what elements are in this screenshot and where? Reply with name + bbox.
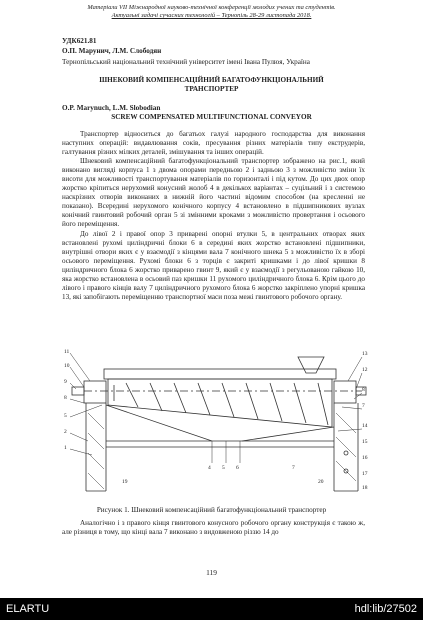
figure-label: 12 (362, 367, 368, 373)
figure-caption: Рисунок 1. Шнековий компенсаційний багатофункціональний транспортер (96, 506, 327, 514)
running-header (0, 4, 423, 20)
conical-trough (108, 379, 332, 427)
figure-label: 14 (362, 423, 368, 429)
body-text (62, 130, 365, 302)
figure-label: 6 (236, 465, 239, 471)
figure-label: 11 (64, 349, 70, 355)
body-text-continued (62, 519, 365, 537)
figure-label: 18 (362, 485, 368, 491)
figure-label: 13 (362, 351, 368, 357)
figure-label: 4 (208, 465, 211, 471)
figure-label: 17 (362, 471, 368, 477)
udc-code: УДК621.81 (62, 37, 97, 45)
figure-label: 20 (318, 479, 324, 485)
paragraph: Шнековий компенсаційний багатофункціональний транспортер зображено на рис.1, який виконано вигляді корпуса 1 з двома опорами передньою 2 і задньою 3 з можливістю зміни їх висоти для можливості транспортування матеріалів по горизонталі і під кутом. До цих двох опор жорстко кріпиться нерухомий конусний жолоб 4 в декількох варіантах – суцільний і з системою наскрізних отворів виконаних в нижній його частині відомим способом (на кресленні не показано). Всередині нерухомого конічного корпусу 4 встановлено в підшипникових вузлах конічний гвинтовий робочий орган 5 зі змінними кроками з можливістю провертання і осьового його переміщення. (62, 157, 365, 229)
figure-label: 9 (64, 379, 67, 385)
authors-en: O.P. Marynuch, L.M. Slobodian (62, 104, 161, 112)
paragraph: До лівої 2 і правої опор 3 приварені опорні втулки 5, в центральних отворах яких встановлені рухомі циліндричні блоки 6 в середині яких жорстко встановлені підшипники, внутрішні отвори яких є у взаємодії з кінцями вала 7 конічного шнека 5 з можливістю їх в зборі осьового переміщення. Рухомі блоки 6 з торців є закриті кришками і до лівої кришки 8 циліндричного блока 6 жорстко приварено гвинт 9, який є у взаємодії з регульованою гайкою 10, яка жорстко встановлена в осьовий паз кришки 11 рухомого циліндричного блока 6. Крім цього до лівого і правого кінців валу 7 циліндричного рухомого блока 6 жорстко закріплено упорні кришка 13, які запобігають переміщенню транспортної маси поза межі гвинтового робочого органу. (62, 229, 365, 301)
figure-label: 16 (362, 455, 368, 461)
header-line-1: Матеріали VII Міжнародної науково-технічної конференції молодих учених та студентів. (87, 4, 336, 11)
title-ua-line-2: ТРАНСПОРТЕР (184, 85, 239, 93)
page-number: 119 (206, 568, 217, 577)
paragraph: Транспортер відноситься до багатьох галузі народного господарства для виконання наступних операцій: видавлювання соків, пресування різних матеріалів типу екструдерів, галтування різних мілких деталей, змішування та інших операцій. (62, 130, 365, 157)
figure-label: 8 (64, 395, 67, 401)
hopper (298, 357, 324, 373)
figure-label: 8 (362, 387, 365, 393)
affiliation: Тернопільський національний технічний університет імені Івана Пулюя, Україна (62, 58, 310, 66)
figure-label: 2 (64, 429, 67, 435)
conveyor-drawing (62, 343, 370, 495)
authors-ua: О.П. Марунич, Л.М. Слободян (62, 47, 162, 55)
figure-label: 10 (64, 363, 70, 369)
figure-label: 5 (222, 465, 225, 471)
figure-label: 7 (362, 403, 365, 409)
figure-label: 19 (122, 479, 128, 485)
figure-label: 15 (362, 439, 368, 445)
base-rail (106, 441, 334, 447)
figure-label: 1 (64, 445, 67, 451)
title-en: SCREW COMPENSATED MULTIFUNCTIONAL CONVEYOR (111, 113, 312, 121)
handle-id: hdl:lib/27502 (354, 603, 417, 615)
figure-label: 5 (64, 413, 67, 419)
figure-label: 7 (292, 465, 295, 471)
paragraph: Аналогічно і з правого кінця гвинтового конусного робочого органу конструкція є такою ж, але різниця в тому, що кінці вала 7 виконано з видовженою різзю 14 до (62, 519, 365, 537)
title-ua-line-1: ШНЕКОВИЙ КОМПЕНСАЦІЙНИЙ БАГАТОФУНКЦІОНАЛЬНИЙ (99, 76, 324, 84)
repository-name: ELARTU (6, 603, 50, 615)
repository-footer (0, 598, 423, 620)
header-line-2: Актуальні задачі сучасних технологій – Тернопіль 28-29 листопада 2018. (111, 12, 312, 19)
left-support (86, 403, 106, 491)
conveyor-figure (62, 343, 370, 495)
